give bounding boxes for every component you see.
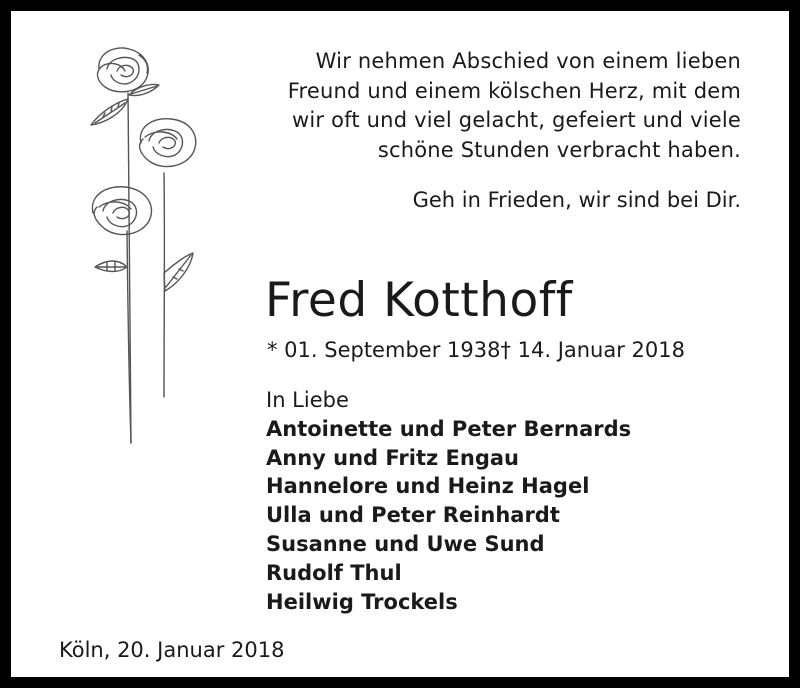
life-dates: * 01. September 1938† 14. Januar 2018	[267, 338, 685, 362]
mourners-intro: In Liebe	[266, 388, 349, 412]
place-and-date: Köln, 20. Januar 2018	[59, 638, 285, 662]
deceased-name: Fred Kotthoff	[265, 273, 573, 328]
mourner-name: Ulla und Peter Reinhardt	[266, 503, 560, 528]
quote-line: wir oft und viel gelacht, gefeiert und viele	[291, 108, 741, 132]
mourner-name: Susanne und Uwe Sund	[266, 531, 545, 556]
mourner-name: Heilwig Trockels	[266, 589, 458, 614]
mourner-name: Antoinette und Peter Bernards	[266, 416, 632, 441]
quote-line: Wir nehmen Abschied von einem lieben	[315, 49, 741, 73]
mourners-block	[266, 386, 631, 616]
closing-line: Geh in Frieden, wir sind bei Dir.	[412, 188, 741, 212]
mourners-list	[266, 415, 631, 617]
quote-line: Freund und einem kölschen Herz, mit dem	[287, 78, 741, 103]
mourner-name: Rudolf Thul	[266, 560, 402, 585]
roses-line-drawing-icon	[79, 41, 219, 451]
quote-line: schöne Stunden verbracht haben.	[377, 137, 741, 162]
mourner-name: Hannelore und Heinz Hagel	[266, 474, 590, 499]
farewell-quote	[271, 47, 741, 165]
mourner-name: Anny und Fritz Engau	[266, 445, 519, 470]
